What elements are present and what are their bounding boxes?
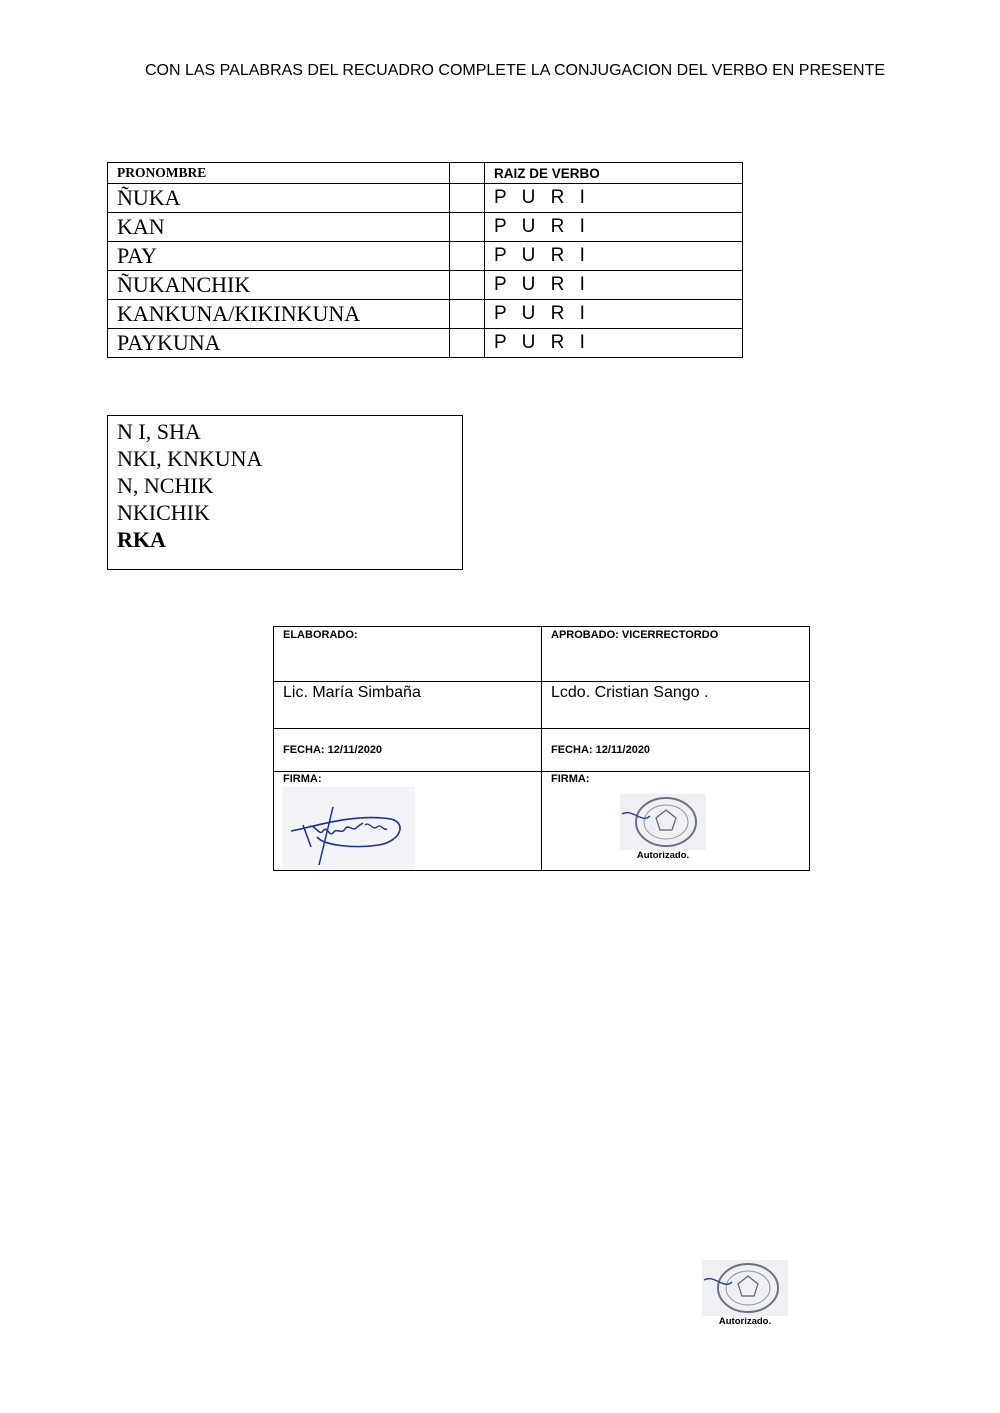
pronoun-cell: KAN xyxy=(108,213,450,242)
table-row xyxy=(108,329,743,358)
root-cell: P U R I xyxy=(485,300,743,329)
word-line: N, NCHIK xyxy=(117,473,214,498)
root-cell: P U R I xyxy=(485,213,743,242)
table-row xyxy=(108,184,743,213)
header-pronoun: PRONOMBRE xyxy=(108,163,450,184)
stamp-seal-icon xyxy=(702,1260,788,1316)
aprobado-name: Lcdo. Cristian Sango . xyxy=(542,682,810,729)
bottom-stamp xyxy=(702,1260,788,1330)
blank-cell xyxy=(450,329,485,358)
pronoun-cell: KANKUNA/KIKINKUNA xyxy=(108,300,450,329)
firma-left-label: FIRMA: xyxy=(283,773,322,785)
firma-right-label: FIRMA: xyxy=(551,773,590,785)
table-row xyxy=(108,271,743,300)
header-root: RAIZ DE VERBO xyxy=(485,163,743,184)
pronoun-cell: PAYKUNA xyxy=(108,329,450,358)
conjugation-table xyxy=(107,162,743,358)
blank-cell xyxy=(450,213,485,242)
instruction-text: CON LAS PALABRAS DEL RECUADRO COMPLETE LA CONJUGACION DEL VERBO EN PRESENTE xyxy=(144,62,886,79)
word-line: RKA xyxy=(117,527,166,552)
table-row xyxy=(108,300,743,329)
root-cell: P U R I xyxy=(485,271,743,300)
elaborado-name: Lic. María Simbaña xyxy=(274,682,542,729)
pronoun-cell: ÑUKA xyxy=(108,184,450,213)
blank-cell xyxy=(450,184,485,213)
bottom-stamp-label: Autorizado. xyxy=(718,1316,772,1327)
firma-right-cell xyxy=(542,772,810,871)
elaborado-label: ELABORADO: xyxy=(274,627,542,682)
table-row xyxy=(108,213,743,242)
aprobado-label: APROBADO: VICERRECTORDO xyxy=(542,627,810,682)
header-spacer xyxy=(450,163,485,184)
stamp-seal-icon xyxy=(620,794,706,850)
firma-left-cell xyxy=(274,772,542,871)
stamp xyxy=(620,794,706,864)
word-line: NKI, KNKUNA xyxy=(117,446,263,471)
fecha-right: FECHA: 12/11/2020 xyxy=(542,729,810,772)
root-cell: P U R I xyxy=(485,329,743,358)
blank-cell xyxy=(450,300,485,329)
table-header-row xyxy=(108,163,743,184)
blank-cell xyxy=(450,242,485,271)
blank-cell xyxy=(450,271,485,300)
pronoun-cell: ÑUKANCHIK xyxy=(108,271,450,300)
table-row xyxy=(108,242,743,271)
stamp-label: Autorizado. xyxy=(636,850,690,861)
word-line: NKICHIK xyxy=(117,500,210,525)
approval-table xyxy=(273,626,810,871)
root-cell: P U R I xyxy=(485,184,743,213)
pronoun-cell: PAY xyxy=(108,242,450,271)
word-box xyxy=(107,415,463,570)
root-cell: P U R I xyxy=(485,242,743,271)
word-line: N I, SHA xyxy=(117,419,201,444)
signature-image xyxy=(283,787,415,869)
fecha-left: FECHA: 12/11/2020 xyxy=(274,729,542,772)
